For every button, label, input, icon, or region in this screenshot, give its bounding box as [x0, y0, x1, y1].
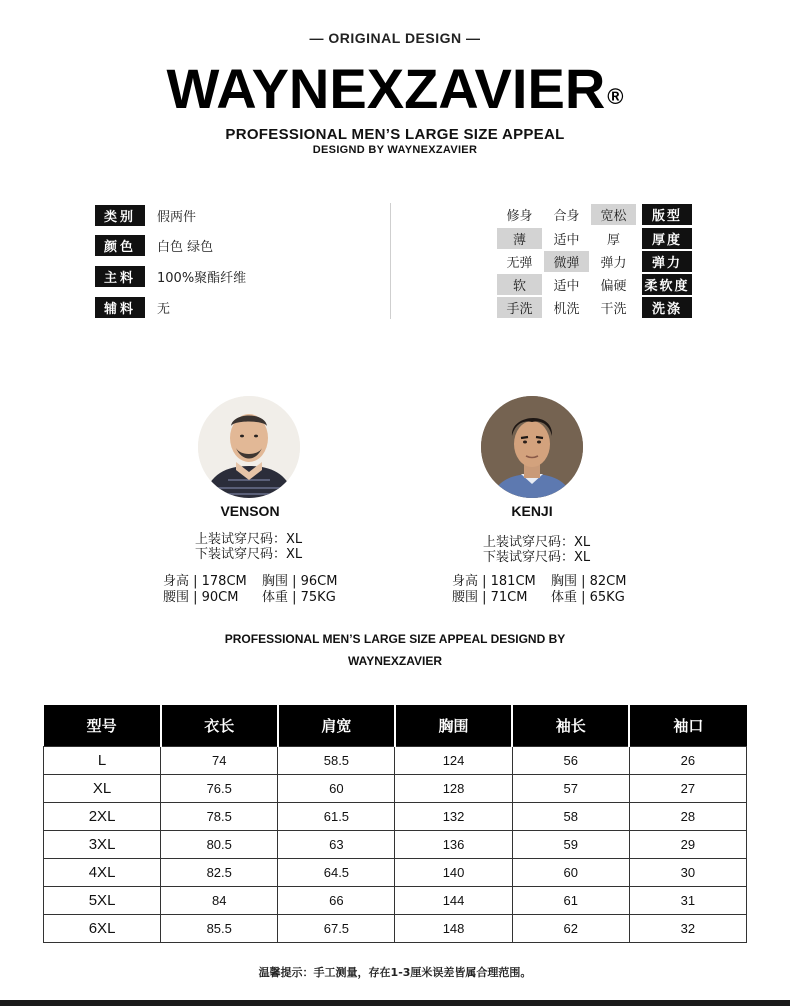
- table-cell: 148: [395, 914, 512, 942]
- designer-note-line1: PROFESSIONAL MEN’S LARGE SIZE APPEAL DESIGND BY: [224, 632, 566, 646]
- model-height: 身高 | 178CM: [163, 574, 247, 589]
- table-cell: 61.5: [278, 802, 395, 830]
- table-cell: 84: [161, 886, 278, 914]
- model-waist: 腰围 | 90CM: [163, 590, 239, 605]
- table-cell: 64.5: [278, 858, 395, 886]
- table-cell: 60: [278, 774, 395, 802]
- model-name-venson: VENSON: [220, 503, 280, 519]
- table-row: [44, 746, 747, 774]
- table-row: [44, 830, 747, 858]
- column-header: 袖长: [512, 705, 629, 746]
- attribute-value: 假两件: [157, 209, 197, 225]
- spec-key: 弹力: [642, 251, 692, 272]
- table-cell: 30: [629, 858, 746, 886]
- attribute-value: 无: [157, 301, 171, 317]
- designer-note-line2: WAYNEXZAVIER: [347, 654, 443, 668]
- model-bottom-size: 下装试穿尺码：XL: [195, 547, 303, 562]
- table-cell: 128: [395, 774, 512, 802]
- attribute-row-category: [95, 204, 196, 226]
- model-chest: 胸围 | 96CM: [262, 574, 338, 589]
- table-row: [44, 886, 747, 914]
- column-header: 胸围: [395, 705, 512, 746]
- attribute-value: 白色 绿色: [157, 239, 214, 255]
- table-cell: 136: [395, 830, 512, 858]
- table-row: [44, 858, 747, 886]
- attribute-value: 100%聚酯纤维: [157, 270, 247, 286]
- brand-name: WAYNEXZAVIER: [166, 57, 606, 120]
- size-cell: 4XL: [44, 858, 161, 886]
- spec-option: 修身: [506, 209, 533, 224]
- size-cell: 6XL: [44, 914, 161, 942]
- spec-row-elasticity: [497, 251, 694, 272]
- spec-option: 偏硬: [600, 279, 627, 294]
- model-weight: 体重 | 65KG: [551, 590, 625, 605]
- attribute-row-color: [95, 234, 213, 256]
- size-cell: L: [44, 746, 161, 774]
- table-cell: 58: [512, 802, 629, 830]
- table-row: [44, 802, 747, 830]
- spec-option: 无弹: [506, 256, 533, 271]
- table-header-row: [44, 705, 747, 746]
- table-cell: 82.5: [161, 858, 278, 886]
- table-row: [44, 774, 747, 802]
- bottom-bar: [0, 1000, 790, 1006]
- spec-key: 洗涤: [642, 297, 692, 318]
- designer-line: DESIGND BY WAYNEXZAVIER: [312, 144, 478, 156]
- table-cell: 74: [161, 746, 278, 774]
- model-waist: 腰围 | 71CM: [452, 590, 528, 605]
- spec-key: 版型: [642, 204, 692, 225]
- size-cell: 5XL: [44, 886, 161, 914]
- table-cell: 63: [278, 830, 395, 858]
- table-row: [44, 914, 747, 942]
- model-photo-venson: [198, 396, 300, 498]
- column-header: 衣长: [161, 705, 278, 746]
- table-cell: 132: [395, 802, 512, 830]
- spec-option: 适中: [553, 233, 580, 248]
- spec-row-thickness: [497, 228, 694, 249]
- subtitle: PROFESSIONAL MEN’S LARGE SIZE APPEAL: [225, 126, 565, 143]
- column-header: 袖口: [629, 705, 746, 746]
- size-table: [43, 705, 747, 943]
- attribute-key: 辅料: [95, 297, 145, 318]
- tagline: — ORIGINAL DESIGN —: [309, 30, 481, 46]
- spec-option-selected: 薄: [497, 228, 542, 249]
- model-name-kenji: KENJI: [511, 503, 553, 519]
- column-header: 型号: [44, 705, 161, 746]
- size-cell: XL: [44, 774, 161, 802]
- table-cell: 26: [629, 746, 746, 774]
- spec-option: 弹力: [600, 256, 627, 271]
- attribute-row-material: [95, 265, 246, 287]
- registered-mark: ®: [607, 84, 624, 109]
- model-chest: 胸围 | 82CM: [551, 574, 627, 589]
- attribute-row-accessory: [95, 296, 170, 318]
- table-cell: 58.5: [278, 746, 395, 774]
- table-cell: 59: [512, 830, 629, 858]
- size-cell: 2XL: [44, 802, 161, 830]
- table-cell: 67.5: [278, 914, 395, 942]
- table-cell: 85.5: [161, 914, 278, 942]
- table-cell: 124: [395, 746, 512, 774]
- table-cell: 60: [512, 858, 629, 886]
- spec-option-selected: 软: [497, 274, 542, 295]
- table-cell: 32: [629, 914, 746, 942]
- spec-option-selected: 手洗: [497, 297, 542, 318]
- model-top-size: 上装试穿尺码：XL: [195, 532, 303, 547]
- model-avatar-kenji: [481, 396, 583, 498]
- table-cell: 29: [629, 830, 746, 858]
- table-cell: 66: [278, 886, 395, 914]
- spec-option: 合身: [553, 209, 580, 224]
- table-cell: 78.5: [161, 802, 278, 830]
- spec-option: 厚: [606, 233, 620, 248]
- table-cell: 62: [512, 914, 629, 942]
- spec-option: 机洗: [553, 302, 580, 317]
- table-cell: 28: [629, 802, 746, 830]
- brand-logo: [0, 58, 790, 120]
- table-cell: 27: [629, 774, 746, 802]
- spec-row-fit: [497, 204, 694, 225]
- table-cell: 57: [512, 774, 629, 802]
- model-weight: 体重 | 75KG: [262, 590, 336, 605]
- spec-option-selected: 宽松: [591, 204, 636, 225]
- table-cell: 76.5: [161, 774, 278, 802]
- table-cell: 31: [629, 886, 746, 914]
- attribute-key: 主料: [95, 266, 145, 287]
- attribute-key: 类别: [95, 205, 145, 226]
- spec-key: 厚度: [642, 228, 692, 249]
- divider: [390, 203, 391, 319]
- spec-row-washing: [497, 297, 694, 318]
- spec-option: 适中: [553, 279, 580, 294]
- spec-option-selected: 微弹: [544, 251, 589, 272]
- table-cell: 56: [512, 746, 629, 774]
- model-height: 身高 | 181CM: [452, 574, 536, 589]
- table-cell: 140: [395, 858, 512, 886]
- model-photo-kenji: [481, 396, 583, 498]
- attribute-key: 颜色: [95, 235, 145, 256]
- spec-row-softness: [497, 274, 694, 295]
- measurement-note: 温馨提示：手工测量，存在1-3厘米误差皆属合理范围。: [258, 966, 532, 979]
- table-cell: 144: [395, 886, 512, 914]
- spec-key: 柔软度: [642, 274, 692, 295]
- spec-option: 干洗: [600, 302, 627, 317]
- model-top-size: 上装试穿尺码：XL: [483, 535, 591, 550]
- model-bottom-size: 下装试穿尺码：XL: [483, 550, 591, 565]
- table-cell: 80.5: [161, 830, 278, 858]
- model-avatar-venson: [198, 396, 300, 498]
- table-cell: 61: [512, 886, 629, 914]
- size-cell: 3XL: [44, 830, 161, 858]
- column-header: 肩宽: [278, 705, 395, 746]
